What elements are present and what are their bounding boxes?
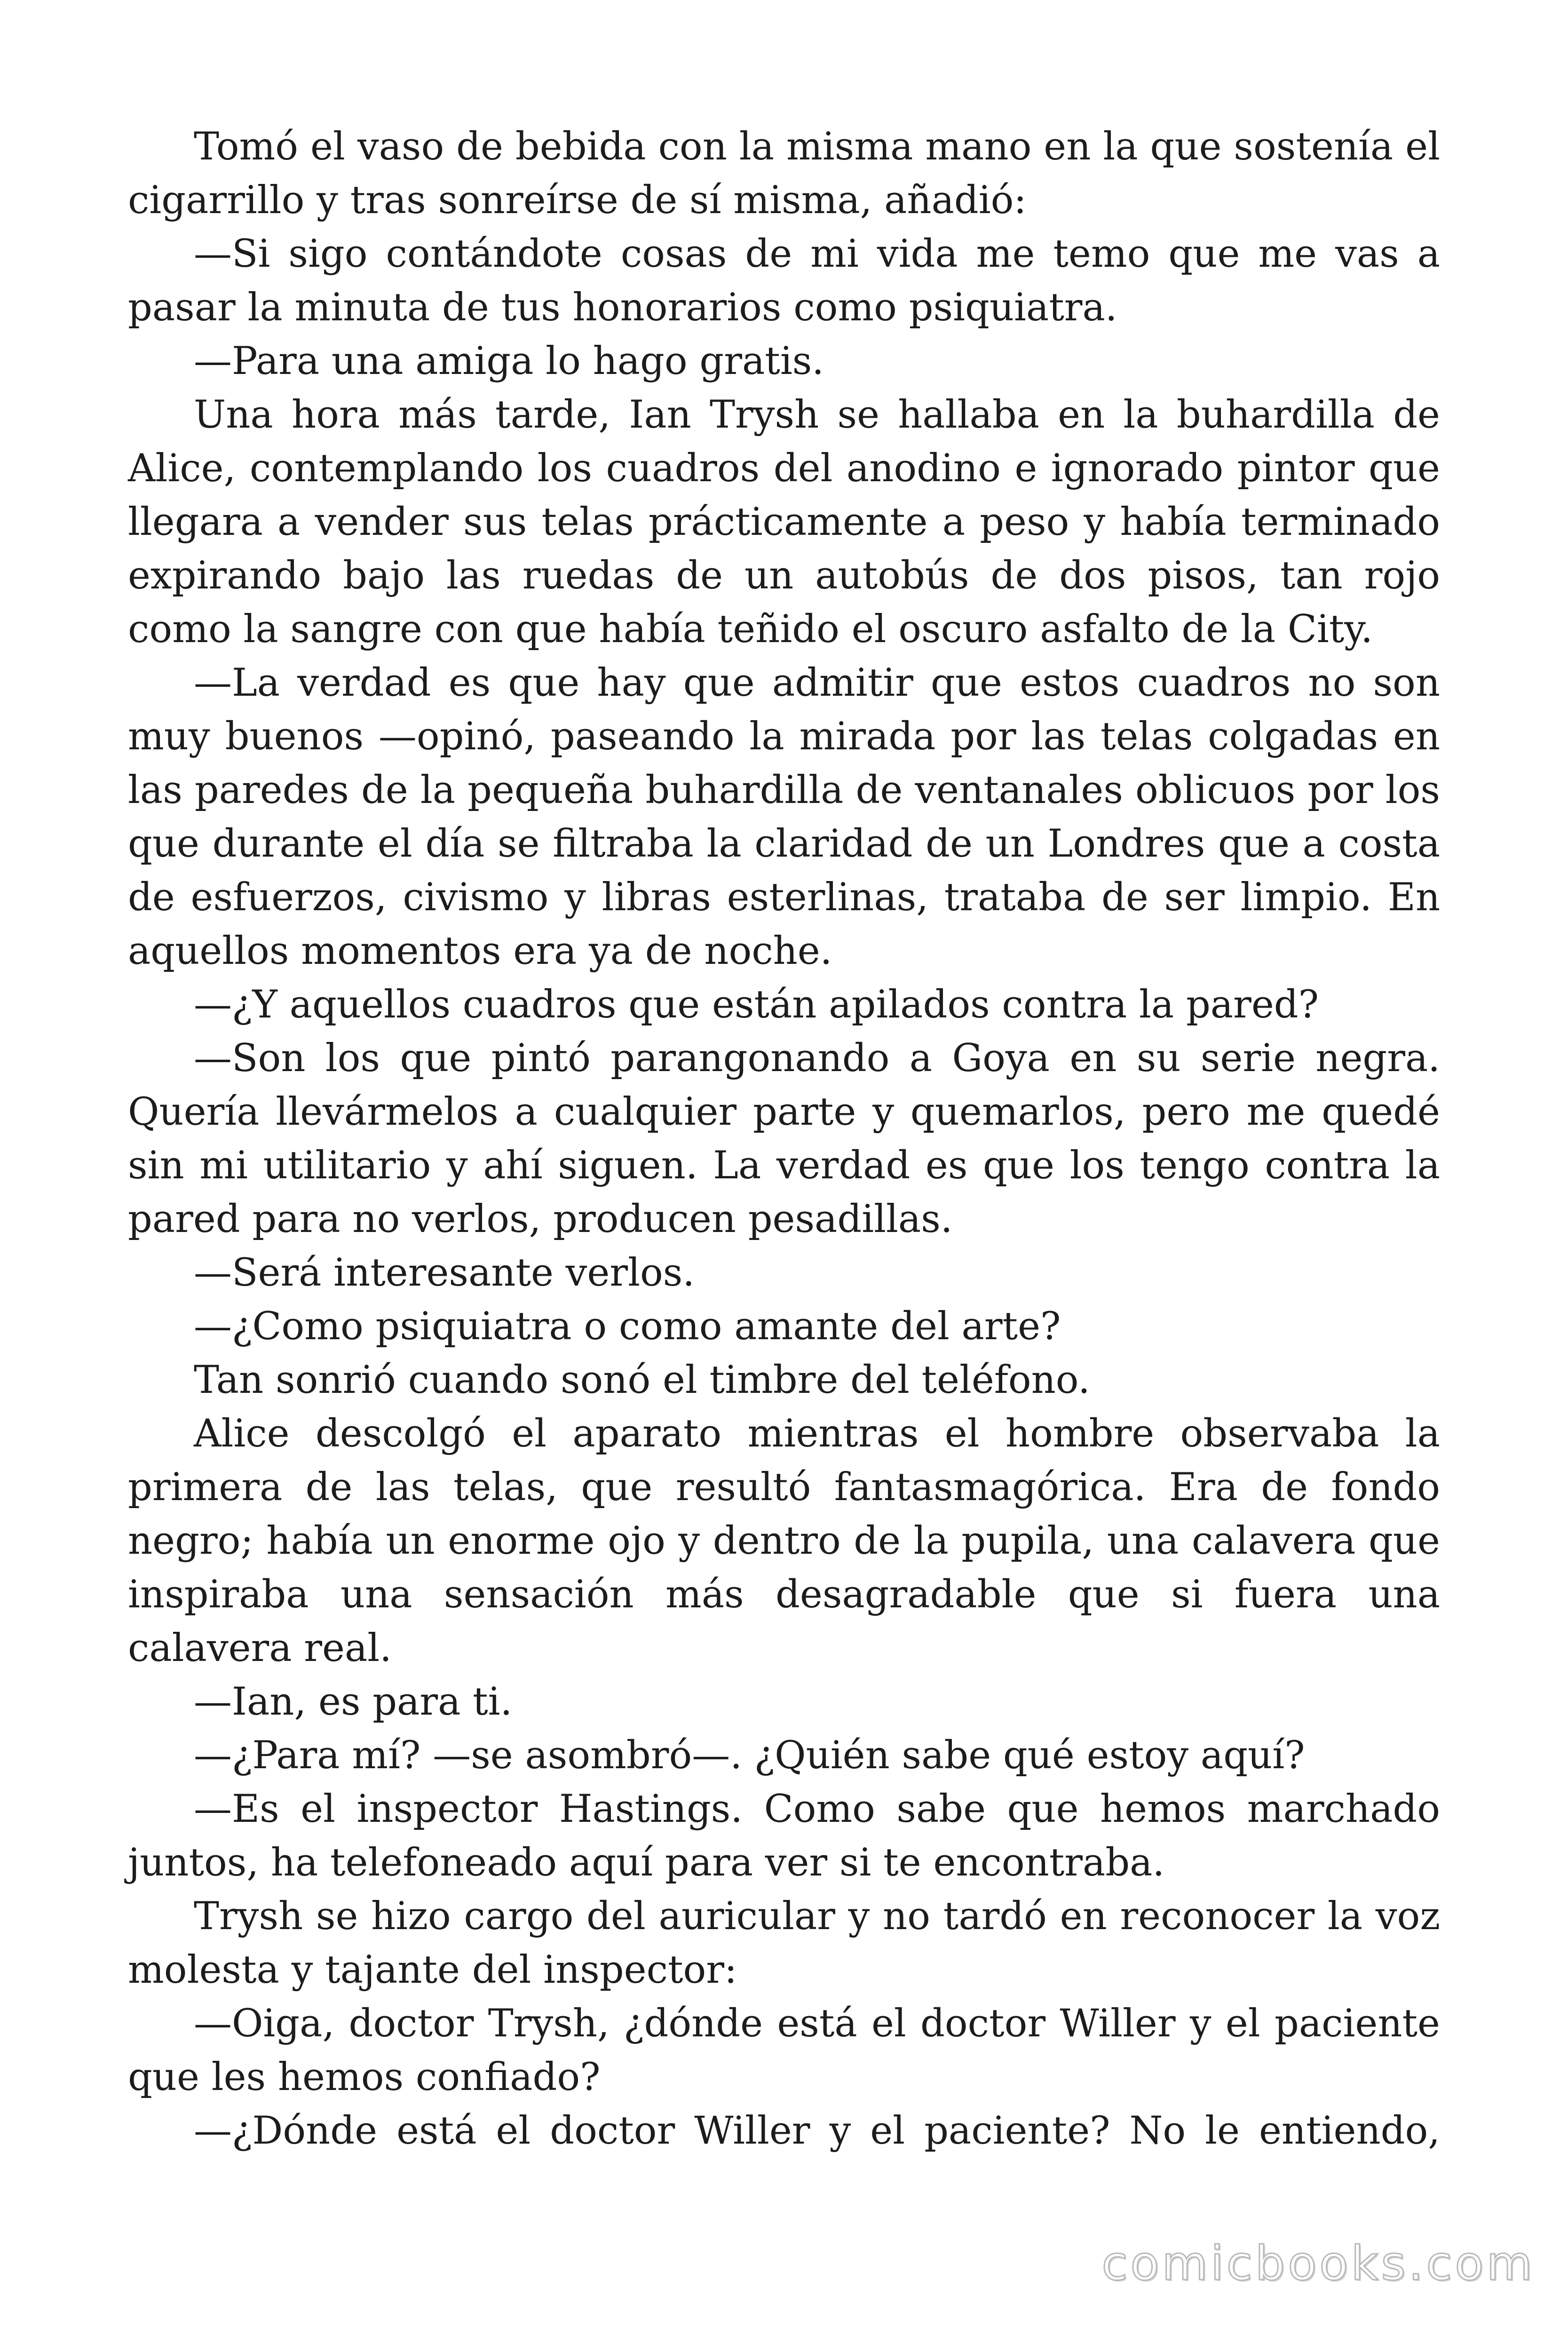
paragraph-16: —Oiga, doctor Trysh, ¿dónde está el doctor Willer y el paciente que les hemos confiado? xyxy=(128,2002,1440,2099)
paragraph-5: —La verdad es que hay que admitir que estos cuadros no son muy buenos —opinó, paseando la mirada por las telas colgadas en las paredes de la pequeña buhardilla de ventanales oblicuos por los que durante el día se filtraba la claridad de un Londres que a costa de esfuerzos, civismo y libras esterlinas, trataba de ser limpio. En aquellos momentos era ya de noche. xyxy=(128,661,1440,973)
paragraph-9: —¿Como psiquiatra o como amante del arte? xyxy=(194,1304,1061,1349)
book-page-text xyxy=(128,120,1440,2158)
paragraph-4: Una hora más tarde, Ian Trysh se hallaba en la buhardilla de Alice, contemplando los cuadros del anodino e ignorado pintor que llegara a vender sus telas prácticamente a peso y había terminado expirando bajo las ruedas de un autobús de dos pisos, tan rojo como la sangre con que había teñido el oscuro asfalto de la City. xyxy=(128,393,1440,652)
watermark: comicbooks.com xyxy=(1101,2236,1535,2291)
paragraph-7: —Son los que pintó parangonando a Goya en su serie negra. Quería llevármelos a cualquier parte y quemarlos, pero me quedé sin mi utilitario y ahí siguen. La verdad es que los tengo contra la pared para no verlos, producen pesadillas. xyxy=(128,1036,1440,1241)
paragraph-11: Alice descolgó el aparato mientras el hombre observaba la primera de las telas, que resultó fantasmagórica. Era de fondo negro; había un enorme ojo y dentro de la pupila, una calavera que inspiraba una sensación más desagradable que si fuera una calavera real. xyxy=(128,1412,1440,1670)
paragraph-1: Tomó el vaso de bebida con la misma mano en la que sostenía el cigarrillo y tras sonreírse de sí misma, añadió: xyxy=(128,125,1440,222)
paragraph-17: —¿Dónde está el doctor Willer y el paciente? No le entiendo, xyxy=(194,2109,1440,2153)
paragraph-13: —¿Para mí? —se asombró—. ¿Quién sabe qué estoy aquí? xyxy=(194,1733,1305,1778)
paragraph-12: —Ian, es para ti. xyxy=(194,1680,513,1724)
paragraph-14: —Es el inspector Hastings. Como sabe que hemos marchado juntos, ha telefoneado aquí para ver si te encontraba. xyxy=(128,1787,1440,1885)
paragraph-15: Trysh se hizo cargo del auricular y no tardó en reconocer la voz molesta y tajante del inspector: xyxy=(128,1894,1440,1992)
paragraph-3: —Para una amiga lo hago gratis. xyxy=(194,339,824,383)
paragraph-6: —¿Y aquellos cuadros que están apilados contra la pared? xyxy=(194,983,1319,1027)
paragraph-8: —Será interesante verlos. xyxy=(194,1251,695,1295)
paragraph-2: —Si sigo contándote cosas de mi vida me temo que me vas a pasar la minuta de tus honorarios como psiquiatra. xyxy=(128,232,1440,330)
paragraph-10: Tan sonrió cuando sonó el timbre del teléfono. xyxy=(194,1358,1090,1402)
